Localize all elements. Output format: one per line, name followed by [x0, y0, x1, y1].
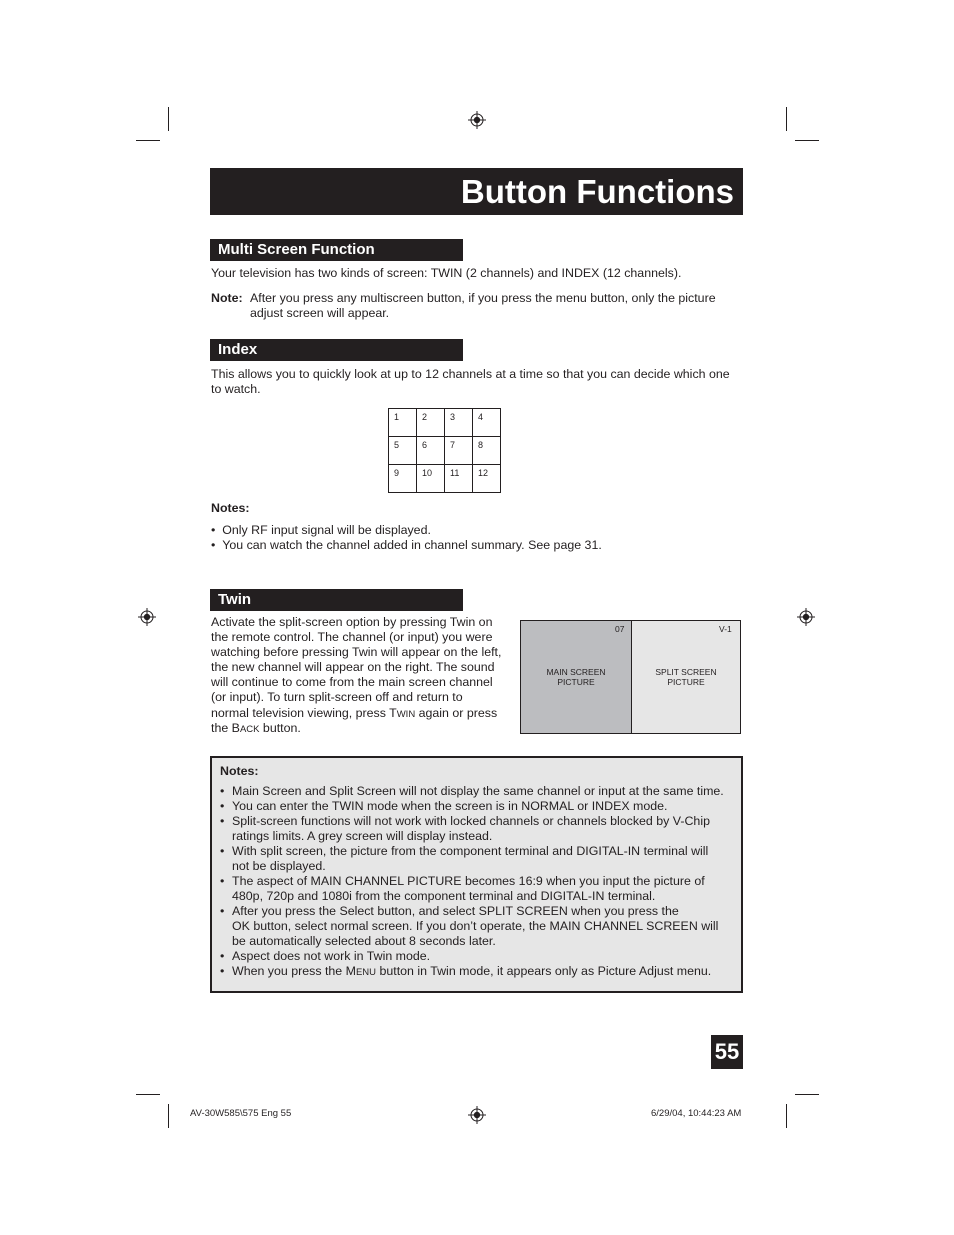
- list-item: •: [220, 874, 225, 888]
- grid-cell: 6: [417, 437, 445, 465]
- list-item: Aspect does not work in Twin mode.: [232, 949, 431, 963]
- menu-key-label: M: [345, 964, 356, 978]
- index-grid-diagram: [388, 408, 501, 493]
- list-item: The aspect of MAIN CHANNEL PICTURE becomes 16:9 when you input the picture of: [232, 874, 705, 888]
- footer-timestamp: 6/29/04, 10:44:23 AM: [651, 1108, 742, 1119]
- list-item: With split screen, the picture from the component terminal and DIGITAL-IN terminal will: [232, 844, 709, 858]
- main-screen-label: MAIN SCREEN PICTURE: [546, 667, 606, 687]
- grid-cell: 4: [473, 409, 501, 437]
- note-text-line: After you press any multiscreen button, if you press the menu button, only the picture: [250, 291, 716, 305]
- crop-mark: [136, 140, 160, 141]
- list-item: •: [220, 844, 225, 858]
- twin-description-line: the new channel will appear on the right. The sound: [211, 660, 495, 674]
- menu-key-label: ENU: [355, 967, 377, 978]
- list-item: •: [220, 949, 225, 963]
- section-heading-text: Index: [218, 341, 258, 358]
- section-heading-multi-screen: [210, 239, 463, 261]
- grid-cell: 2: [417, 409, 445, 437]
- main-screen-panel: [521, 621, 632, 733]
- note-label: Note:: [211, 291, 243, 305]
- list-item: be automatically selected about 8 seconds later.: [232, 934, 496, 948]
- list-item: After you press the Select button, and select SPLIT SCREEN when you press the: [232, 904, 679, 918]
- index-description-line: to watch.: [211, 382, 261, 396]
- page-number: 55: [711, 1035, 743, 1069]
- grid-cell: 12: [473, 465, 501, 493]
- index-description-line: This allows you to quickly look at up to 12 channels at a time so that you can decide which one: [211, 367, 730, 381]
- page-title: Button Functions: [460, 173, 734, 210]
- note-text-line: adjust screen will appear.: [250, 306, 390, 320]
- registration-mark-icon: [138, 608, 156, 626]
- twin-key-label: T: [389, 706, 397, 720]
- split-screen-label: SPLIT SCREEN PICTURE: [655, 667, 717, 687]
- crop-mark: [168, 1104, 169, 1128]
- twin-notes-label: Notes:: [220, 764, 259, 778]
- twin-notes-box: [210, 756, 743, 993]
- twin-description-line: normal television viewing, press TWIN again or press: [211, 706, 498, 720]
- back-key-label: ACK: [239, 724, 260, 735]
- section-heading-index: [210, 339, 463, 361]
- grid-cell: 7: [445, 437, 473, 465]
- list-item: ratings limits. A grey screen will display instead.: [232, 829, 493, 843]
- list-item: •: [220, 964, 225, 978]
- section-heading-text: Multi Screen Function: [218, 241, 375, 258]
- grid-cell: 1: [389, 409, 417, 437]
- crop-mark: [786, 107, 787, 131]
- list-item: • You can watch the channel added in channel summary. See page 31.: [211, 538, 602, 552]
- list-item: • Only RF input signal will be displayed.: [211, 523, 431, 537]
- list-item: •: [220, 784, 225, 798]
- list-item: 480p, 720p and 1080i from the component terminal and DIGITAL-IN terminal.: [232, 889, 656, 903]
- footer-file-info: AV-30W585\575 Eng 55: [190, 1108, 292, 1119]
- twin-description-line: will continue to come from the main screen channel: [211, 675, 493, 689]
- grid-cell: 10: [417, 465, 445, 493]
- page-title-bar: [210, 168, 743, 215]
- list-item: You can enter the TWIN mode when the screen is in NORMAL or INDEX mode.: [232, 799, 668, 813]
- main-channel-number: 07: [615, 624, 625, 634]
- split-channel-number: V-1: [719, 624, 732, 634]
- grid-cell: 5: [389, 437, 417, 465]
- list-item: Split-screen functions will not work with locked channels or channels blocked by V-Chip: [232, 814, 710, 828]
- list-item: •: [220, 799, 225, 813]
- grid-cell: 8: [473, 437, 501, 465]
- twin-description-line: (or input). To turn split-screen off and return to: [211, 690, 463, 704]
- grid-cell: 11: [445, 465, 473, 493]
- twin-description-line: watching before pressing Twin will appear on the left,: [211, 645, 502, 659]
- twin-description-line: the BACK button.: [211, 721, 301, 735]
- twin-screen-diagram: [520, 620, 741, 734]
- registration-mark-icon: [468, 111, 486, 129]
- list-item: •: [220, 904, 225, 918]
- twin-description-line: the remote control. The channel (or input) you were: [211, 630, 493, 644]
- index-notes-label: Notes:: [211, 501, 250, 515]
- registration-mark-icon: [468, 1106, 486, 1124]
- list-item: When you press the MENU button in Twin mode, it appears only as Picture Adjust menu.: [232, 964, 712, 978]
- section-heading-twin: [210, 589, 463, 611]
- back-key-label: B: [231, 721, 240, 735]
- twin-key-label: WIN: [396, 709, 416, 720]
- registration-mark-icon: [797, 608, 815, 626]
- crop-mark: [786, 1104, 787, 1128]
- crop-mark: [795, 1094, 819, 1095]
- section-heading-text: Twin: [218, 591, 252, 608]
- list-item: OK button, select normal screen. If you don’t operate, the MAIN CHANNEL SCREEN will: [232, 919, 719, 933]
- list-item: not be displayed.: [232, 859, 326, 873]
- twin-description-line: Activate the split-screen option by pressing Twin on: [211, 615, 493, 629]
- grid-cell: 3: [445, 409, 473, 437]
- list-item: Main Screen and Split Screen will not display the same channel or input at the same time.: [232, 784, 724, 798]
- grid-cell: 9: [389, 465, 417, 493]
- multi-screen-intro: Your television has two kinds of screen: TWIN (2 channels) and INDEX (12 channels).: [211, 266, 682, 280]
- crop-mark: [795, 140, 819, 141]
- crop-mark: [168, 107, 169, 131]
- crop-mark: [136, 1094, 160, 1095]
- list-item: •: [220, 814, 225, 828]
